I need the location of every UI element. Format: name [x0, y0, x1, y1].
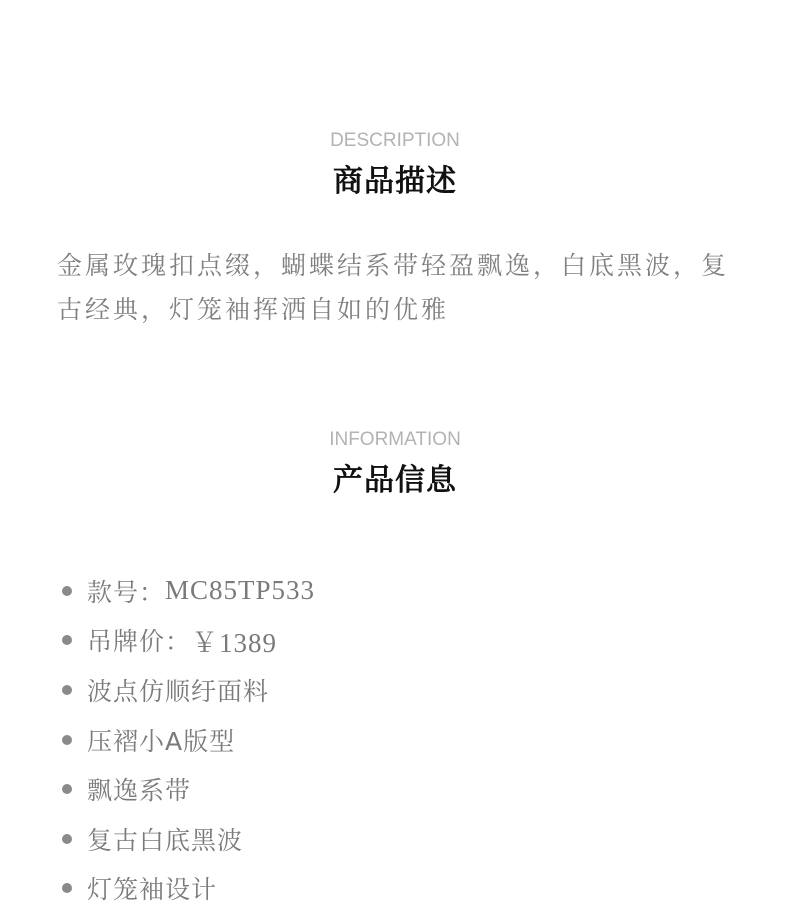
bullet-icon	[62, 883, 72, 893]
info-item-tag-price	[0, 616, 790, 666]
info-item-fabric	[0, 665, 790, 715]
info-value: MC85TP533	[165, 575, 316, 606]
bullet-icon	[62, 685, 72, 695]
info-label: 灯笼袖设计	[87, 875, 218, 905]
info-label: 款号：	[87, 577, 166, 607]
bullet-icon	[62, 586, 72, 596]
bullet-icon	[62, 784, 72, 794]
info-label: 吊牌价：	[87, 627, 192, 657]
info-item-style-number	[0, 566, 790, 616]
info-label: 波点仿顺纡面料	[87, 676, 270, 706]
info-item-sleeve	[0, 864, 790, 913]
info-label: 复古白底黑波	[87, 825, 244, 855]
bullet-icon	[62, 735, 72, 745]
information-eyebrow: INFORMATION	[329, 429, 461, 450]
info-item-tie	[0, 764, 790, 814]
description-text: 金属玫瑰扣点缀，蝴蝶结系带轻盈飘逸，白底黑波，复古经典，灯笼袖挥洒自如的优雅	[57, 251, 730, 324]
product-info-list	[0, 566, 790, 913]
bullet-icon	[62, 834, 72, 844]
bullet-icon	[62, 635, 72, 645]
description-title: 商品描述	[333, 164, 457, 199]
info-label: 飘逸系带	[87, 776, 192, 806]
info-label: 压褶小A版型	[87, 726, 236, 756]
information-title: 产品信息	[333, 463, 457, 498]
description-eyebrow: DESCRIPTION	[330, 130, 460, 151]
info-item-fit	[0, 715, 790, 765]
info-value: ￥1389	[191, 627, 278, 658]
info-item-pattern	[0, 814, 790, 864]
